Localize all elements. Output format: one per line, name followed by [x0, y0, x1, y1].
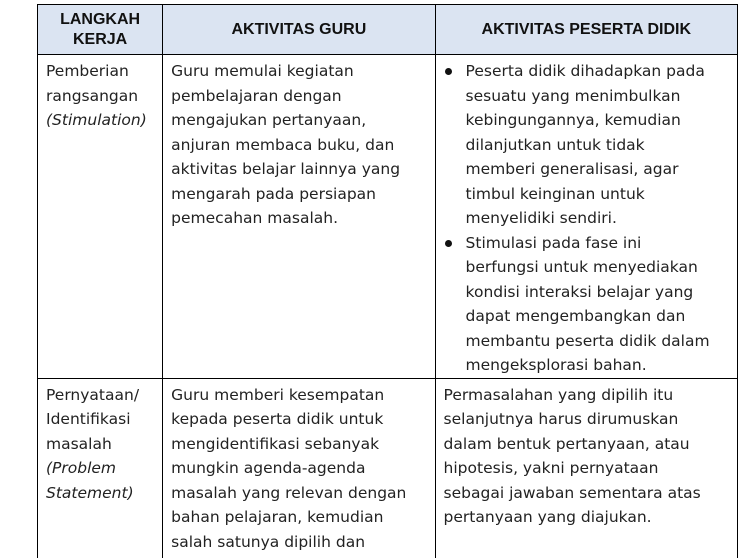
- header-langkah-line-2: KERJA: [72, 30, 128, 48]
- guru-text: mengajukan pertanyaan,: [171, 111, 367, 129]
- peserta-text: timbul keinginan untuk: [465, 184, 645, 203]
- guru-text: pemecahan masalah.: [171, 209, 339, 227]
- peserta-text: Stimulasi pada fase ini: [465, 233, 642, 252]
- langkah-term-english: (Stimulation): [46, 111, 147, 129]
- langkah-term-english: Statement): [46, 483, 134, 502]
- guru-text: mengidentifikasi sebanyak: [171, 434, 380, 453]
- guru-text: masalah yang relevan dengan: [171, 483, 407, 502]
- header-langkah-line-1: LANGKAH: [60, 10, 141, 28]
- bullet-icon: [445, 68, 452, 75]
- cell-langkah: [38, 55, 163, 379]
- guru-text: salah satunya dipilih dan: [171, 532, 366, 551]
- cell-aktivitas-guru: [163, 55, 435, 379]
- guru-text: kepada peserta didik untuk: [171, 410, 384, 428]
- cell-aktivitas-peserta: [435, 378, 737, 558]
- guru-text: aktivitas belajar lainnya yang: [171, 160, 401, 178]
- header-aktivitas-guru: AKTIVITAS GURU: [163, 5, 435, 55]
- peserta-text: berfungsi untuk menyediakan: [465, 258, 698, 276]
- guru-text: Guru memulai kegiatan: [171, 62, 354, 80]
- peserta-text: kondisi interaksi belajar yang: [465, 282, 694, 301]
- peserta-text: dapat mengembangkan dan: [465, 307, 686, 325]
- langkah-text: rangsangan: [46, 86, 139, 105]
- peserta-text: kebingungannya, kemudian: [465, 111, 681, 129]
- peserta-text: selanjutnya harus dirumuskan: [443, 410, 679, 428]
- header-langkah-kerja: [38, 5, 163, 55]
- guru-text: bahan pelajaran, kemudian: [171, 508, 384, 526]
- peserta-text: menyelidiki sendiri.: [465, 209, 617, 227]
- bullet-icon: [445, 240, 452, 247]
- peserta-text: memberi generalisasi, agar: [465, 160, 679, 178]
- cell-langkah: [38, 378, 163, 558]
- peserta-bullet-list: [436, 55, 737, 378]
- guru-text: mengarah pada persiapan: [171, 184, 376, 203]
- guru-text: Guru memberi kesempatan: [171, 385, 385, 404]
- list-item: [440, 231, 733, 378]
- peserta-text: hipotesis, yakni pernyataan: [443, 459, 659, 477]
- guru-text: mungkin agenda-agenda: [171, 459, 366, 477]
- peserta-text: sesuatu yang menimbulkan: [465, 86, 681, 105]
- peserta-text: Permasalahan yang dipilih itu: [443, 385, 674, 404]
- guru-text: pembelajaran dengan: [171, 86, 342, 105]
- cell-aktivitas-peserta: [435, 55, 737, 379]
- peserta-text: dilanjutkan untuk tidak: [465, 135, 645, 154]
- cell-aktivitas-guru: [163, 378, 435, 558]
- table-row: [38, 55, 738, 379]
- peserta-text: membantu peserta didik dalam: [465, 331, 710, 350]
- peserta-text: dalam bentuk pertanyaan, atau: [443, 434, 690, 453]
- peserta-text: Peserta didik dihadapkan pada: [465, 62, 705, 80]
- table-row: [38, 378, 738, 558]
- langkah-text: masalah: [46, 434, 112, 453]
- peserta-text: sebagai jawaban sementara atas: [443, 483, 701, 502]
- langkah-term-english: (Problem: [46, 459, 117, 477]
- header-aktivitas-peserta-didik: AKTIVITAS PESERTA DIDIK: [435, 5, 737, 55]
- table-header-row: [38, 5, 738, 55]
- peserta-text: mengeksplorasi bahan.: [465, 356, 647, 374]
- langkah-text: Identifikasi: [46, 410, 131, 428]
- langkah-text: Pemberian: [46, 62, 129, 80]
- guru-text: anjuran membaca buku, dan: [171, 135, 395, 154]
- list-item: [440, 59, 733, 231]
- langkah-text: Pernyataan/: [46, 385, 140, 404]
- peserta-text: pertanyaan yang diajukan.: [443, 508, 652, 526]
- learning-steps-table: [37, 4, 738, 558]
